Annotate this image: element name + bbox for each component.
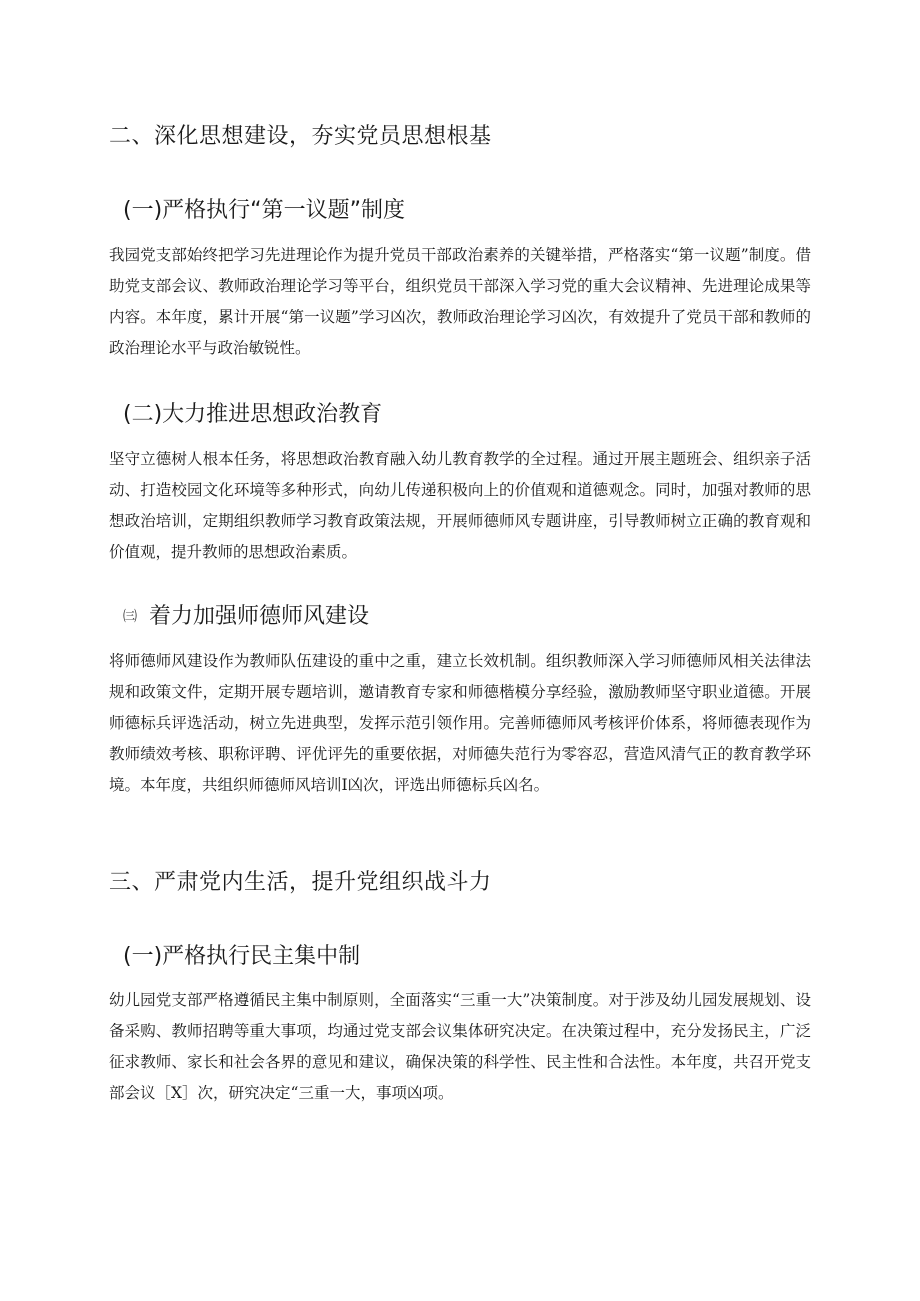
subsection-marker: ㈢ (123, 609, 137, 625)
subsection-title: 着力加强师德师风建设 (149, 604, 370, 629)
section-heading-3: 三、严肃党内生活，提升党组织战斗力 (109, 870, 492, 895)
paragraph-2-2: 坚守立德树人根本任务，将思想政治教育融入幼儿教育教学的全过程。通过开展主题班会、组织亲子活动、打造校园文化环境等多种形式，向幼儿传递积极向上的价值观和道德观念。同时，加强对教师的思想政治培训，定期组织教师学习教育政策法规，开展师德师风专题讲座，引导教师树立正确的教育观和价值观，提升教师的思想政治素质。 (109, 450, 811, 561)
subsection-heading-2-2: (二)大力推进思想政治教育 (123, 402, 383, 427)
paragraph-2-3: 将师德师风建设作为教师队伍建设的重中之重，建立长效机制。组织教师深入学习师德师风相关法律法规和政策文件，定期开展专题培训，邀请教育专家和师德楷模分享经验，激励教师坚守职业道德。开展师德标兵评选活动，树立先进典型，发挥示范引领作用。完善师德师风考核评价体系，将师德表现作为教师绩效考核、职称评聘、评优评先的重要依据，对师德失范行为零容忍，营造风清气正的教育教学环境。本年度，共组织师德师风培训I凶次，评选出师德标兵凶名。 (109, 652, 811, 794)
section-heading-2: 二、深化思想建设，夯实党员思想根基 (109, 124, 492, 149)
paragraph-3-1: 幼儿园党支部严格遵循民主集中制原则，全面落实“三重一大”决策制度。对于涉及幼儿园发展规划、设备采购、教师招聘等重大事项，均通过党支部会议集体研究决定。在决策过程中，充分发扬民主，广泛征求教师、家长和社会各界的意见和建议，确保决策的科学性、民主性和合法性。本年度，共召开党支部会议［X］次，研究决定“三重一大，事项凶项。 (109, 991, 811, 1102)
subsection-heading-3-1: (一)严格执行民主集中制 (123, 944, 361, 969)
subsection-heading-2-1: (一)严格执行“第一议题”制度 (123, 198, 405, 223)
paragraph-2-1: 我园党支部始终把学习先进理论作为提升党员干部政治素养的关键举措，严格落实“第一议题”制度。借助党支部会议、教师政治理论学习等平台，组织党员干部深入学习党的重大会议精神、先进理论成果等内容。本年度，累计开展“第一议题”学习凶次，教师政治理论学习凶次，有效提升了党员干部和教师的政治理论水平与政治敏锐性。 (109, 246, 811, 357)
subsection-heading-2-3 (123, 602, 369, 632)
